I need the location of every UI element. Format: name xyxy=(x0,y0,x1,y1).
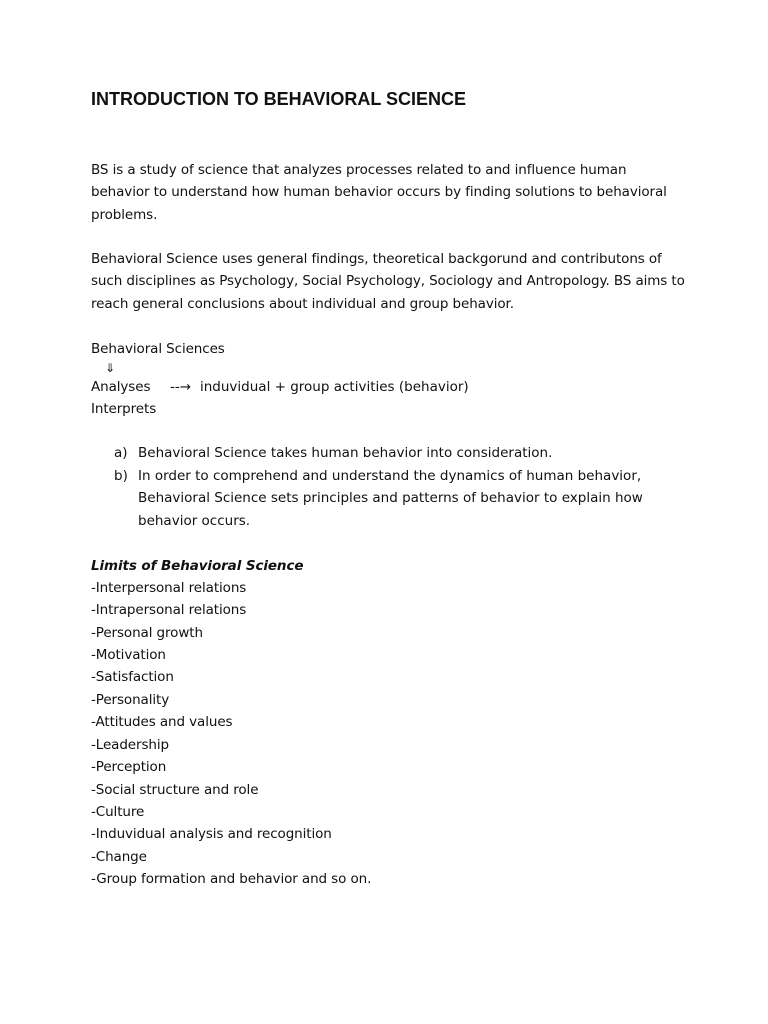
limits-item: -Leadership xyxy=(91,737,169,753)
paragraph-2-line-2: such disciplines as Psychology, Social Psychology, Sociology and Antropology. BS aims to xyxy=(91,273,685,289)
paragraph-1-line-2: behavior to understand how human behavior occurs by finding solutions to behavioral xyxy=(91,184,667,200)
limits-item: -Interpersonal relations xyxy=(91,580,247,596)
flow-line-behavioral-sciences: Behavioral Sciences xyxy=(91,341,225,357)
list-item-b-line-3: behavior occurs. xyxy=(138,513,251,529)
limits-item: -Satisfaction xyxy=(91,669,174,685)
flow-arrow-text: induvidual + group activities (behavior) xyxy=(200,379,469,395)
limits-item: -Perception xyxy=(91,759,167,775)
limits-item: -Personality xyxy=(91,692,170,708)
paragraph-1-line-1: BS is a study of science that analyzes processes related to and influence human xyxy=(91,162,627,178)
list-item-b-line-2: Behavioral Science sets principles and patterns of behavior to explain how xyxy=(138,490,643,506)
list-marker-b: b) xyxy=(114,468,128,484)
list-item-b-line-1: In order to comprehend and understand the dynamics of human behavior, xyxy=(138,468,642,484)
limits-item: -Induvidual analysis and recognition xyxy=(91,826,332,842)
paragraph-1-line-3: problems. xyxy=(91,207,158,223)
down-arrow-icon: ⇓ xyxy=(105,361,115,375)
flow-line-interprets: Interprets xyxy=(91,401,157,417)
limits-item: -Personal growth xyxy=(91,625,203,641)
right-arrow-icon: --→ xyxy=(170,379,192,395)
paragraph-2-line-1: Behavioral Science uses general findings, theoretical backgorund and contributons of xyxy=(91,251,662,267)
limits-item: -Intrapersonal relations xyxy=(91,602,247,618)
limits-item: -Motivation xyxy=(91,647,166,663)
limits-item: -Group formation and behavior and so on. xyxy=(91,871,372,887)
document-title: INTRODUCTION TO BEHAVIORAL SCIENCE xyxy=(91,89,467,109)
limits-item: -Social structure and role xyxy=(91,782,259,798)
limits-heading: Limits of Behavioral Science xyxy=(91,558,304,574)
list-marker-a: a) xyxy=(114,445,128,461)
limits-item: -Culture xyxy=(91,804,145,820)
flow-line-analyses: Analyses xyxy=(91,379,151,395)
limits-item: -Change xyxy=(91,849,147,865)
paragraph-2-line-3: reach general conclusions about individual and group behavior. xyxy=(91,296,514,312)
list-item-a-line-1: Behavioral Science takes human behavior into consideration. xyxy=(138,445,553,461)
limits-item: -Attitudes and values xyxy=(91,714,233,730)
